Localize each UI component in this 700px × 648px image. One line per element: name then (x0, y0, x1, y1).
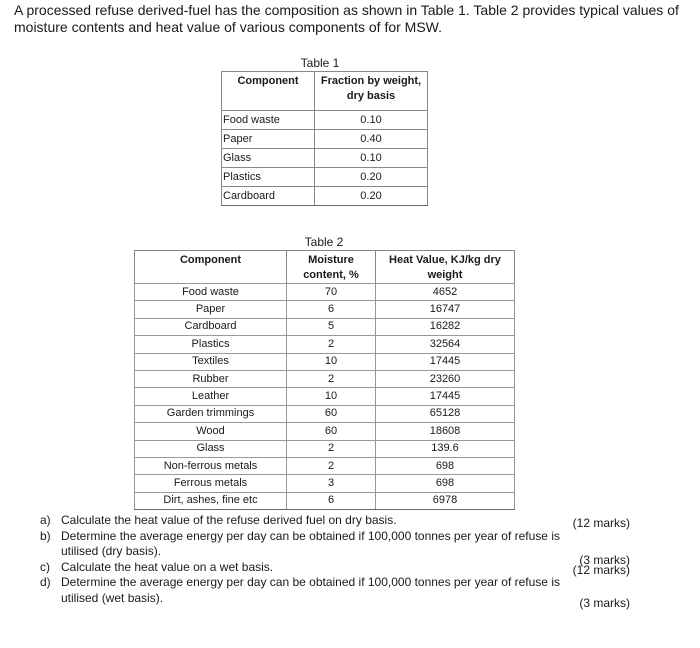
table-row (135, 440, 515, 457)
table2-moisture: 2 (287, 370, 376, 387)
table2-component: Textiles (135, 353, 287, 370)
table-row (222, 130, 428, 149)
question-text: Calculate the heat value on a wet basis. (61, 559, 274, 574)
table2-heat: 65128 (376, 405, 515, 422)
table2-component: Cardboard (135, 318, 287, 335)
table-row (135, 423, 515, 440)
question-text: Calculate the heat value of the refuse derived fuel on dry basis. (61, 513, 397, 527)
question-a (40, 513, 630, 529)
table2-component: Paper (135, 301, 287, 318)
table2-moisture: 2 (287, 440, 376, 457)
table2-component: Ferrous metals (135, 475, 287, 492)
question-label: b) (40, 528, 51, 543)
table2-component: Garden trimmings (135, 405, 287, 422)
question-label: a) (40, 513, 51, 527)
question-d (40, 575, 630, 610)
questions-list (40, 513, 630, 610)
question-c (40, 560, 630, 576)
table2-moisture: 3 (287, 475, 376, 492)
table2-moisture: 70 (287, 284, 376, 301)
table2-heat: 32564 (376, 336, 515, 353)
table2-heat: 6978 (376, 492, 515, 509)
table1-fraction: 0.10 (315, 149, 428, 168)
table1-fraction: 0.20 (315, 168, 428, 187)
table2-component: Food waste (135, 284, 287, 301)
question-marks: (12 marks) (572, 516, 630, 530)
table2-component: Plastics (135, 336, 287, 353)
table2-component: Dirt, ashes, fine etc (135, 492, 287, 509)
table-row (222, 168, 428, 187)
question-marks: (3 marks) (579, 596, 630, 610)
question-label: c) (40, 559, 50, 574)
table2-moisture: 10 (287, 388, 376, 405)
table1-component: Paper (222, 130, 315, 149)
question-text: Determine the average energy per day can be obtained if 100,000 tonnes per year of refuse is utilised (dry basis). (61, 528, 560, 558)
table1-caption: Table 1 (300, 56, 340, 70)
table-row (222, 111, 428, 130)
table1-fraction: 0.20 (315, 187, 428, 206)
table2-moisture: 2 (287, 336, 376, 353)
table2-moisture: 6 (287, 301, 376, 318)
table2-heat: 18608 (376, 423, 515, 440)
problem-intro: A processed refuse derived-fuel has the composition as shown in Table 1. Table 2 provides typical values of moisture contents and heat value of various components of for MSW. (14, 2, 679, 35)
table-row (135, 388, 515, 405)
table2-moisture: 2 (287, 457, 376, 474)
table2-moisture: 10 (287, 353, 376, 370)
question-marks: (3 marks) (579, 552, 630, 567)
table-row (135, 492, 515, 509)
table2-heat: 17445 (376, 388, 515, 405)
table2-component: Wood (135, 423, 287, 440)
table2-heat: 16282 (376, 318, 515, 335)
table1-fraction: 0.40 (315, 130, 428, 149)
table2-heat: 23260 (376, 370, 515, 387)
table2-component: Rubber (135, 370, 287, 387)
table1-component: Cardboard (222, 187, 315, 206)
table2-heat: 16747 (376, 301, 515, 318)
table2-heat: 139.6 (376, 440, 515, 457)
question-text: Determine the average energy per day can be obtained if 100,000 tonnes per year of refuse is utilised (wet basis). (61, 575, 560, 605)
table1-component: Glass (222, 149, 315, 168)
table-row (135, 457, 515, 474)
table1 (221, 71, 428, 206)
table2-heat: 698 (376, 457, 515, 474)
table2-heat: 4652 (376, 284, 515, 301)
table2-moisture: 5 (287, 318, 376, 335)
table1-component: Food waste (222, 111, 315, 130)
table2-header-heat: Heat Value, KJ/kg dry weight (376, 251, 515, 284)
table1-header-component: Component (222, 72, 315, 105)
table2 (134, 250, 515, 510)
table2-moisture: 6 (287, 492, 376, 509)
table-row (222, 149, 428, 168)
table2-caption: Table 2 (304, 235, 344, 249)
table-row (135, 475, 515, 492)
table-row (222, 187, 428, 206)
table-row (135, 353, 515, 370)
question-marks: (12 marks) (572, 562, 630, 577)
table2-moisture: 60 (287, 405, 376, 422)
table2-heat: 17445 (376, 353, 515, 370)
table-row (135, 284, 515, 301)
table2-header-component: Component (135, 251, 287, 284)
table1-header-fraction: Fraction by weight, dry basis (315, 72, 428, 105)
table2-heat: 698 (376, 475, 515, 492)
table2-header-moisture: Moisture content, % (287, 251, 376, 284)
table2-moisture: 60 (287, 423, 376, 440)
table-row (135, 405, 515, 422)
table-row (135, 301, 515, 318)
table-row (135, 370, 515, 387)
table-row (135, 318, 515, 335)
question-label: d) (40, 575, 51, 589)
table2-component: Glass (135, 440, 287, 457)
table2-component: Non-ferrous metals (135, 457, 287, 474)
table1-fraction: 0.10 (315, 111, 428, 130)
table2-component: Leather (135, 388, 287, 405)
table1-component: Plastics (222, 168, 315, 187)
table-row (135, 336, 515, 353)
